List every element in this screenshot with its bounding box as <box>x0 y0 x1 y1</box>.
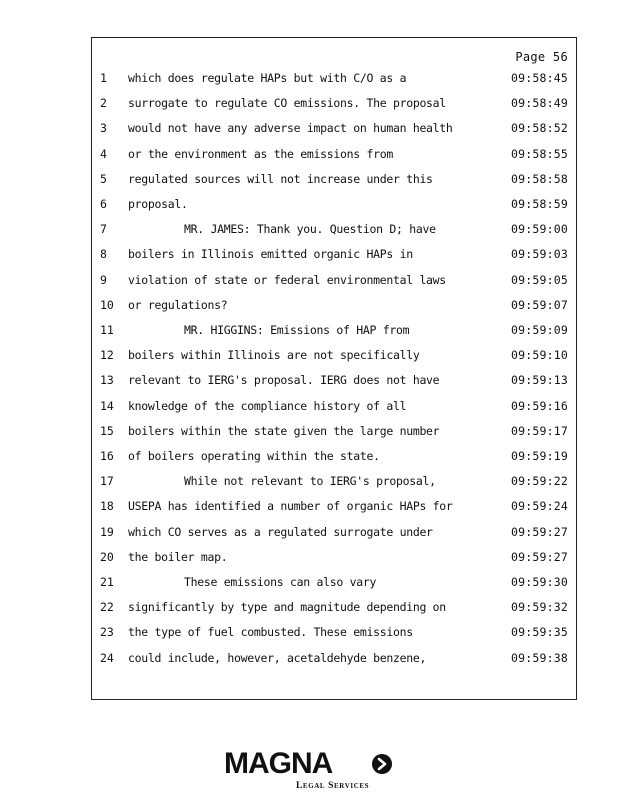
transcript-line <box>92 144 576 164</box>
timestamp: 09:59:35 <box>511 625 568 640</box>
line-number: 19 <box>100 524 114 539</box>
transcript-line <box>92 345 576 365</box>
line-number: 18 <box>100 499 114 514</box>
transcript-line <box>92 93 576 113</box>
arrow-circle-icon <box>372 754 392 774</box>
line-text: regulated sources will not increase under this <box>128 171 433 186</box>
transcript-line <box>92 244 576 264</box>
transcript-line <box>92 648 576 668</box>
transcript-line <box>92 270 576 290</box>
line-number: 17 <box>100 474 114 489</box>
timestamp: 09:59:17 <box>511 423 568 438</box>
timestamp: 09:59:03 <box>511 247 568 262</box>
line-number: 16 <box>100 449 114 463</box>
timestamp: 09:58:58 <box>511 171 568 186</box>
transcript-line <box>92 471 576 491</box>
line-text: or regulations? <box>128 297 228 312</box>
transcript-line <box>92 320 576 340</box>
timestamp: 09:59:24 <box>511 499 568 514</box>
line-number: 13 <box>100 373 114 388</box>
logo-wordmark: MAGNA <box>224 747 333 780</box>
transcript-line <box>92 295 576 315</box>
line-text: which does regulate HAPs but with C/O as a <box>128 71 407 85</box>
transcript-line <box>92 496 576 516</box>
line-number: 22 <box>100 600 114 615</box>
transcript-page <box>91 37 577 700</box>
transcript-line <box>92 219 576 239</box>
transcript-line <box>92 572 576 592</box>
line-text: While not relevant to IERG's proposal, <box>184 474 436 489</box>
transcript-line <box>92 446 576 466</box>
line-number: 6 <box>100 197 107 211</box>
line-number: 21 <box>100 575 114 589</box>
transcript-line <box>92 370 576 390</box>
timestamp: 09:58:55 <box>511 146 568 161</box>
logo-subtitle: Legal Services <box>296 781 370 791</box>
transcript-line <box>92 547 576 567</box>
transcript-line <box>92 597 576 617</box>
line-text: knowledge of the compliance history of all <box>128 398 407 413</box>
timestamp: 09:59:13 <box>511 373 568 388</box>
line-text: These emissions can also vary <box>184 575 377 589</box>
line-number: 9 <box>100 272 107 287</box>
line-number: 1 <box>100 71 107 85</box>
line-number: 24 <box>100 650 114 665</box>
timestamp: 09:59:19 <box>511 449 568 463</box>
timestamp: 09:59:16 <box>511 398 568 413</box>
timestamp: 09:59:00 <box>511 222 568 237</box>
line-number: 12 <box>100 348 114 363</box>
line-text: violation of state or federal environmental laws <box>128 272 446 287</box>
line-number: 10 <box>100 297 114 312</box>
line-text: surrogate to regulate CO emissions. The proposal <box>128 96 446 111</box>
line-text: the boiler map. <box>128 549 228 564</box>
transcript-line <box>92 68 576 88</box>
transcript-line <box>92 396 576 416</box>
timestamp: 09:59:27 <box>511 524 568 539</box>
magna-logo <box>224 748 394 792</box>
line-text: MR. HIGGINS: Emissions of HAP from <box>184 323 410 337</box>
timestamp: 09:59:38 <box>511 650 568 665</box>
line-number: 20 <box>100 549 114 564</box>
timestamp: 09:59:30 <box>511 575 568 589</box>
transcript-line <box>92 522 576 542</box>
transcript-line <box>92 118 576 138</box>
line-text: significantly by type and magnitude depending on <box>128 600 446 615</box>
page-number: Page 56 <box>515 50 568 64</box>
line-number: 14 <box>100 398 114 413</box>
timestamp: 09:59:05 <box>511 272 568 287</box>
timestamp: 09:59:10 <box>511 348 568 363</box>
timestamp: 09:59:07 <box>511 297 568 312</box>
line-text: would not have any adverse impact on human health <box>128 121 453 136</box>
timestamp: 09:58:52 <box>511 121 568 136</box>
line-text: boilers in Illinois emitted organic HAPs in <box>128 247 413 262</box>
line-number: 15 <box>100 423 114 438</box>
line-text: of boilers operating within the state. <box>128 449 380 463</box>
line-number: 23 <box>100 625 114 640</box>
line-number: 7 <box>100 222 107 237</box>
line-text: or the environment as the emissions from <box>128 146 393 161</box>
line-number: 3 <box>100 121 107 136</box>
line-text: relevant to IERG's proposal. IERG does not have <box>128 373 440 388</box>
line-text: which CO serves as a regulated surrogate under <box>128 524 433 539</box>
line-text: MR. JAMES: Thank you. Question D; have <box>184 222 436 237</box>
line-number: 11 <box>100 323 114 337</box>
transcript-line <box>92 169 576 189</box>
transcript-line <box>92 421 576 441</box>
line-number: 8 <box>100 247 107 262</box>
transcript-line <box>92 194 576 214</box>
line-text: boilers within the state given the large number <box>128 423 440 438</box>
line-text: the type of fuel combusted. These emissions <box>128 625 413 640</box>
timestamp: 09:58:45 <box>511 71 568 85</box>
transcript-line <box>92 622 576 642</box>
line-number: 2 <box>100 96 107 111</box>
line-number: 4 <box>100 146 107 161</box>
timestamp: 09:59:09 <box>511 323 568 337</box>
line-text: USEPA has identified a number of organic HAPs for <box>128 499 453 514</box>
line-text: boilers within Illinois are not specifically <box>128 348 420 363</box>
line-number: 5 <box>100 171 107 186</box>
line-text: proposal. <box>128 197 188 211</box>
timestamp: 09:58:59 <box>511 197 568 211</box>
timestamp: 09:58:49 <box>511 96 568 111</box>
timestamp: 09:59:32 <box>511 600 568 615</box>
timestamp: 09:59:27 <box>511 549 568 564</box>
line-text: could include, however, acetaldehyde benzene, <box>128 650 427 665</box>
timestamp: 09:59:22 <box>511 474 568 489</box>
